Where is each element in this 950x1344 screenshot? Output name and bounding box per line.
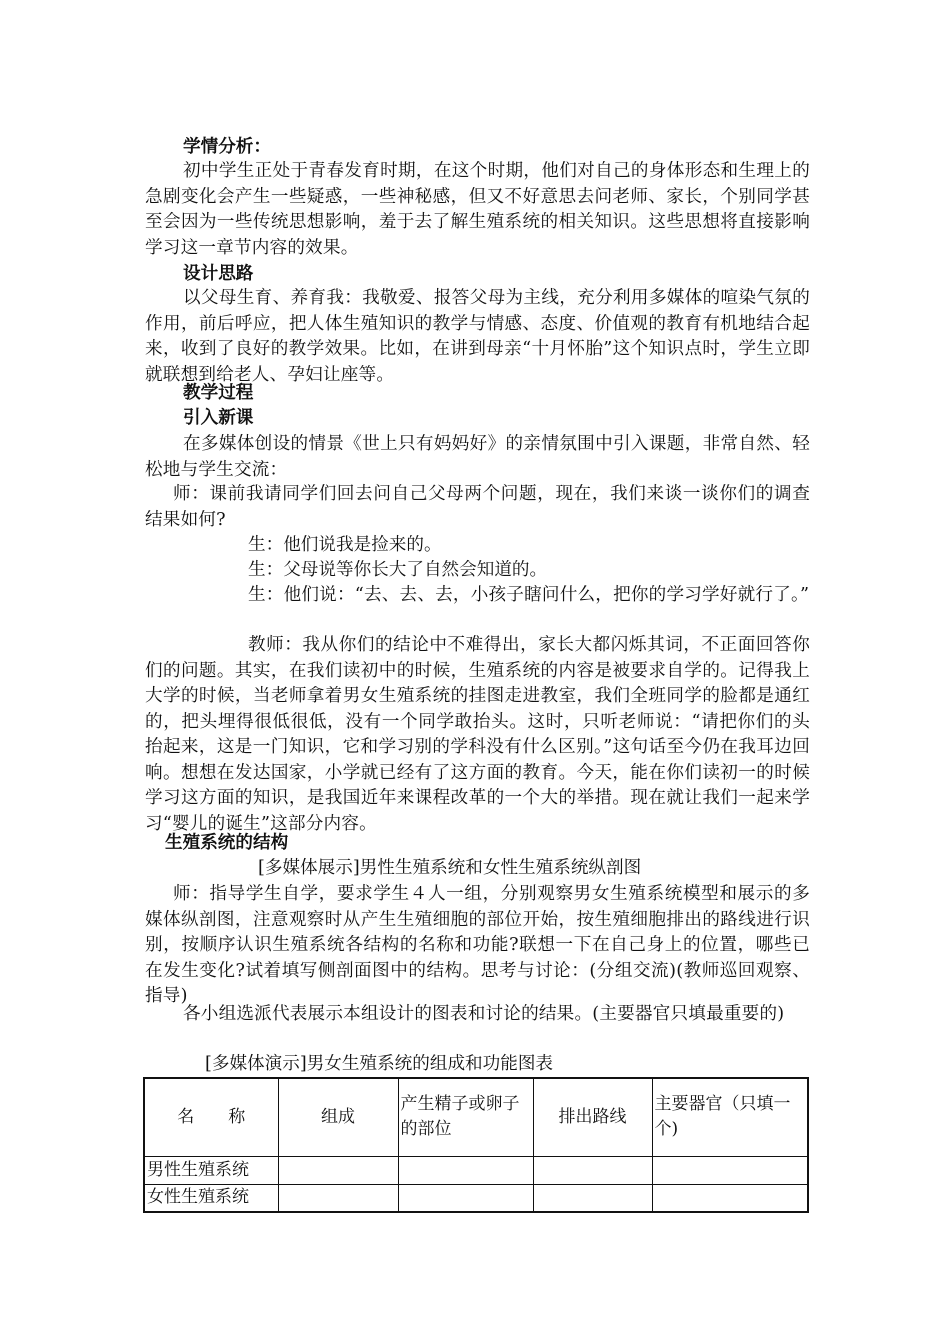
header-production-site: 产生精子或卵子的部位 [398,1078,533,1156]
header-discharge-route: 排出路线 [533,1078,652,1156]
media-note-2: [多媒体演示]男女生殖系统的组成和功能图表 [205,1054,554,1074]
table-header-row [144,1078,808,1156]
table-cell[interactable] [652,1184,808,1212]
table-cell[interactable] [278,1156,398,1184]
student-answer-2: 生：父母说等你长大了自然会知道的。 [248,560,548,580]
paragraph-teacher-question: 师：课前我请同学们回去问自己父母两个问题，现在，我们来谈一谈你们的调查结果如何? [145,484,810,530]
table-cell[interactable] [533,1184,652,1212]
row-label-female: 女性生殖系统 [144,1184,278,1212]
section-title-sheji: 设计思路 [183,263,254,284]
structure-function-table [143,1077,809,1213]
paragraph-teacher-long: 教师：我从你们的结论中不难得出，家长大都闪烁其词，不正面回答你们的问题。其实，在我们读初中的时候，生殖系统的内容是被要求自学的。记得我上大学的时候，当老师拿着男女生殖系统的挂图走进教室，我们全班同学的脸都是通红的，把头埋得很低很低，没有一个同学敢抬头。这时，只听老师说：“请把你们的头抬起来，这是一门知识，它和学习别的学科没有什么区别。”这句话至今仍在我耳边回响。想想在发达国家，小学就已经有了这方面的教育。今天，能在你们读初一的时候学习这方面的知识，是我国近年来课程改革的一个大的举措。现在就让我们一起来学习“婴儿的诞生”这部分内容。 [145,635,810,834]
paragraph-xueqing: 初中学生正处于青春发育时期，在这个时期，他们对自己的身体形态和生理上的急剧变化会产生一些疑惑，一些神秘感，但又不好意思去问老师、家长，个别同学甚至会因为一些传统思想影响，羞于去了解生殖系统的相关知识。这些思想将直接影响学习这一章节内容的效果。 [145,161,810,258]
row-label-male: 男性生殖系统 [144,1156,278,1184]
section-title-xueqing: 学情分析： [183,136,271,157]
table-cell[interactable] [652,1156,808,1184]
paragraph-sheji: 以父母生育、养育我：我敬爱、报答父母为主线，充分利用多媒体的喧染气氛的作用，前后呼应，把人体生殖知识的教学与情感、态度、价值观的教育有机地结合起来，收到了良好的教学效果。比如，在讲到母亲“十月怀胎”这个知识点时，学生立即就联想到给老人、孕妇让座等。 [145,288,810,385]
table-cell[interactable] [533,1156,652,1184]
section-title-yinru: 引入新课 [183,407,254,428]
header-main-organ: 主要器官（只填一个) [652,1078,808,1156]
student-answer-1: 生：他们说我是捡来的。 [248,535,442,555]
table-cell[interactable] [398,1184,533,1212]
header-composition: 组成 [278,1078,398,1156]
paragraph-teacher-guide: 师：指导学生自学，要求学生４人一组，分别观察男女生殖系统模型和展示的多媒体纵剖图，注意观察时从产生生殖细胞的部位开始，按生殖细胞排出的路线进行识别，按顺序认识生殖系统各结构的名称和功能?联想一下在自己身上的位置，哪些已在发生变化?试着填写侧剖面图中的结构。思考与讨论：(分组交流)(教师巡回观察、指导) [145,884,810,1006]
student-answer-3: 生：他们说：“去、去、去，小孩子瞎问什么，把你的学习学好就行了。” [248,585,810,605]
table-row [144,1156,808,1184]
section-title-jiaoxue: 教学过程 [183,382,254,403]
table-cell[interactable] [278,1184,398,1212]
table-row [144,1184,808,1212]
media-note-1: [多媒体展示]男性生殖系统和女性生殖系统纵剖图 [258,858,642,878]
header-name: 名 称 [144,1078,278,1156]
table-cell[interactable] [398,1156,533,1184]
paragraph-yinru: 在多媒体创设的情景《世上只有妈妈好》的亲情氛围中引入课题，非常自然、轻松地与学生交流： [145,434,810,480]
section-title-jiegou: 生殖系统的结构 [165,832,289,853]
paragraph-groups: 各小组选派代表展示本组设计的图表和讨论的结果。(主要器官只填最重要的) [183,1004,785,1024]
